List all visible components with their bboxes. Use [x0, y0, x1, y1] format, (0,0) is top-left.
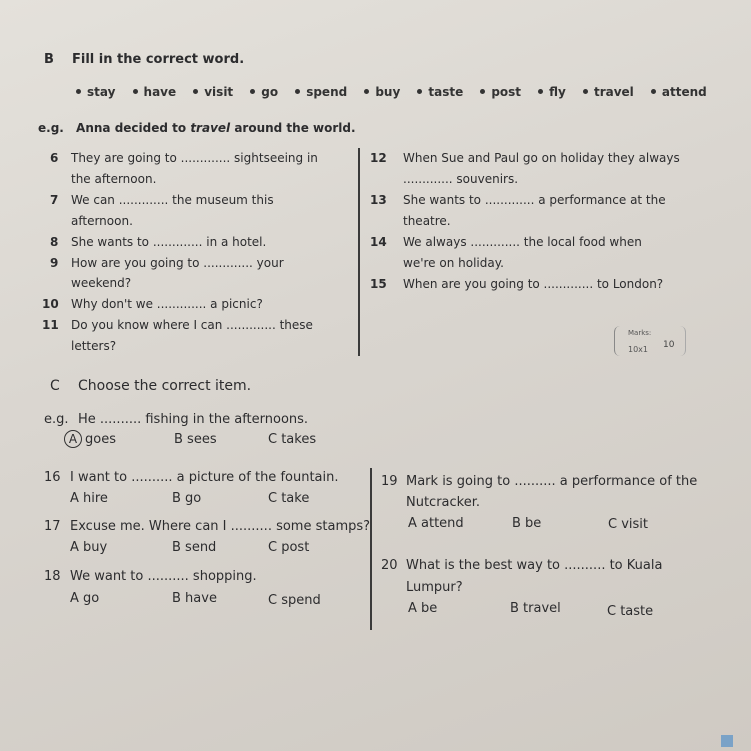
item-text: How are you going to ............. your [71, 256, 284, 270]
word-bank-item: post [491, 85, 522, 99]
option-b: B be [512, 516, 542, 531]
item-text-cont: Nutcracker. [406, 495, 481, 510]
item-number: 20 [381, 558, 398, 573]
item-number: 10 [42, 297, 59, 311]
item-text-cont: Lumpur? [406, 580, 463, 595]
item-number: 16 [44, 470, 61, 485]
section-b-label: B [44, 52, 54, 67]
bullet-icon [480, 89, 485, 94]
item-text: They are going to ............. sightseeing in [71, 151, 318, 165]
item-number: 6 [50, 151, 59, 165]
section-c-instruction: Choose the correct item. [78, 378, 252, 394]
example-answer-a-text: goes [85, 432, 116, 447]
section-b-example [38, 121, 356, 135]
option-c: C take [268, 491, 310, 506]
item-text: Do you know where I can ............. these [71, 318, 313, 332]
example-option-c: C takes [268, 432, 317, 447]
item-text: We always ............. the local food when [403, 235, 642, 249]
option-c: C taste [607, 604, 654, 619]
item-text-cont: afternoon. [71, 214, 133, 228]
option-a: A buy [70, 540, 108, 555]
option-c: C spend [268, 593, 321, 608]
bullet-icon [250, 89, 255, 94]
word-bank-item: have [143, 85, 177, 99]
example-option-b: B sees [174, 432, 217, 447]
option-b: B go [172, 491, 202, 506]
item-number: 7 [50, 193, 59, 207]
item-number: 12 [370, 151, 387, 165]
item-text-cont: letters? [71, 339, 117, 353]
word-bank-item: taste [428, 85, 464, 99]
item-text: She wants to ............. a performance at the [403, 193, 666, 207]
circled-option-icon: A [64, 430, 82, 448]
marks-total: 10 [663, 340, 675, 350]
bullet-icon [538, 89, 543, 94]
option-b: B send [172, 540, 217, 555]
example-answer: travel [190, 121, 231, 135]
example-text-end: around the world. [230, 121, 356, 135]
item-number: 17 [44, 519, 61, 534]
marks-calc: 10x1 [628, 345, 649, 354]
item-text: She wants to ............. in a hotel. [71, 235, 267, 249]
bullet-icon [193, 89, 198, 94]
option-c: C visit [608, 517, 648, 532]
item-number: 11 [42, 318, 59, 332]
item-text: When Sue and Paul go on holiday they always [403, 151, 680, 165]
item-text-cont: we're on holiday. [403, 256, 504, 270]
item-number: 18 [44, 569, 61, 584]
section-c-example-stem: He .......... fishing in the afternoons. [78, 412, 309, 427]
item-text: When are you going to ............. to London? [403, 277, 664, 291]
word-bank-item: buy [375, 85, 401, 99]
item-text: We want to .......... shopping. [70, 569, 257, 584]
word-bank [76, 81, 707, 100]
word-bank-item: stay [87, 85, 116, 99]
item-text: What is the best way to .......... to Kuala [406, 558, 663, 573]
example-text: Anna decided to [76, 121, 191, 135]
marks-label: Marks: [628, 329, 652, 337]
column-divider [370, 468, 372, 630]
bullet-icon [583, 89, 588, 94]
item-text: We can ............. the museum this [71, 193, 274, 207]
word-bank-item: attend [661, 85, 707, 99]
item-text-cont: the afternoon. [71, 172, 157, 186]
section-c-example-prefix: e.g. [44, 412, 69, 427]
item-number: 13 [370, 193, 387, 207]
option-a: A hire [70, 491, 108, 506]
watermark-icon [721, 735, 733, 747]
bullet-icon [76, 89, 81, 94]
bullet-icon [364, 89, 369, 94]
column-divider [358, 148, 360, 356]
bullet-icon [295, 89, 300, 94]
item-number: 14 [370, 235, 387, 249]
item-number: 15 [370, 277, 387, 291]
item-text-cont: ............. souvenirs. [403, 172, 519, 186]
item-text: Why don't we ............. a picnic? [71, 297, 263, 311]
option-b: B have [172, 591, 217, 606]
section-c-label: C [50, 378, 60, 394]
item-text: Excuse me. Where can I .......... some stamps? [70, 519, 371, 534]
bullet-icon [417, 89, 422, 94]
item-number: 8 [50, 235, 59, 249]
word-bank-item: travel [593, 85, 634, 99]
example-answer-a [64, 430, 116, 448]
example-prefix: e.g. [38, 121, 64, 135]
item-number: 19 [381, 474, 398, 489]
item-text-cont: weekend? [71, 276, 132, 290]
section-b-instruction: Fill in the correct word. [72, 52, 245, 67]
item-number: 9 [50, 256, 59, 270]
option-a: A go [70, 591, 100, 606]
word-bank-item: fly [549, 85, 566, 99]
item-text-cont: theatre. [403, 214, 451, 228]
word-bank-item: visit [204, 85, 234, 99]
item-text: Mark is going to .......... a performance of the [406, 474, 698, 489]
word-bank-item: spend [306, 85, 348, 99]
word-bank-item: go [261, 85, 279, 99]
bullet-icon [133, 89, 138, 94]
option-c: C post [268, 540, 310, 555]
option-a: A be [408, 601, 438, 616]
item-text: I want to .......... a picture of the fountain. [70, 470, 339, 485]
option-b: B travel [510, 601, 561, 616]
bullet-icon [651, 89, 656, 94]
option-a: A attend [408, 516, 464, 531]
